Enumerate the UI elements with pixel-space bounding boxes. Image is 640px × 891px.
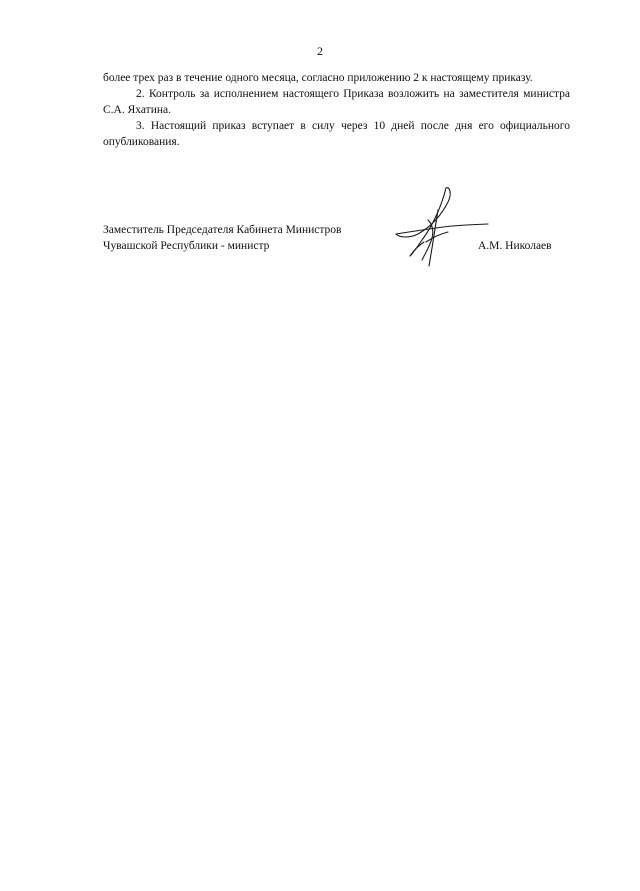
signatory-position <box>103 222 341 254</box>
paragraph-3: 3. Настоящий приказ вступает в силу через 10 дней после дня его официального опубликования. <box>103 120 570 148</box>
page-number: 2 <box>317 44 323 58</box>
signer-name: А.М. Николаев <box>478 240 552 252</box>
paragraph-continuation: более трех раз в течение одного месяца, согласно приложению 2 к настоящему приказу. <box>103 72 533 84</box>
position-line-1: Заместитель Председателя Кабинета Министров <box>103 224 342 236</box>
paragraph-2: 2. Контроль за исполнением настоящего Приказа возложить на заместителя министра С.А. Яхатина. <box>103 88 570 116</box>
document-body <box>103 70 570 150</box>
position-line-2: Чувашской Республики - министр <box>103 240 270 252</box>
handwritten-signature-icon <box>388 180 498 272</box>
